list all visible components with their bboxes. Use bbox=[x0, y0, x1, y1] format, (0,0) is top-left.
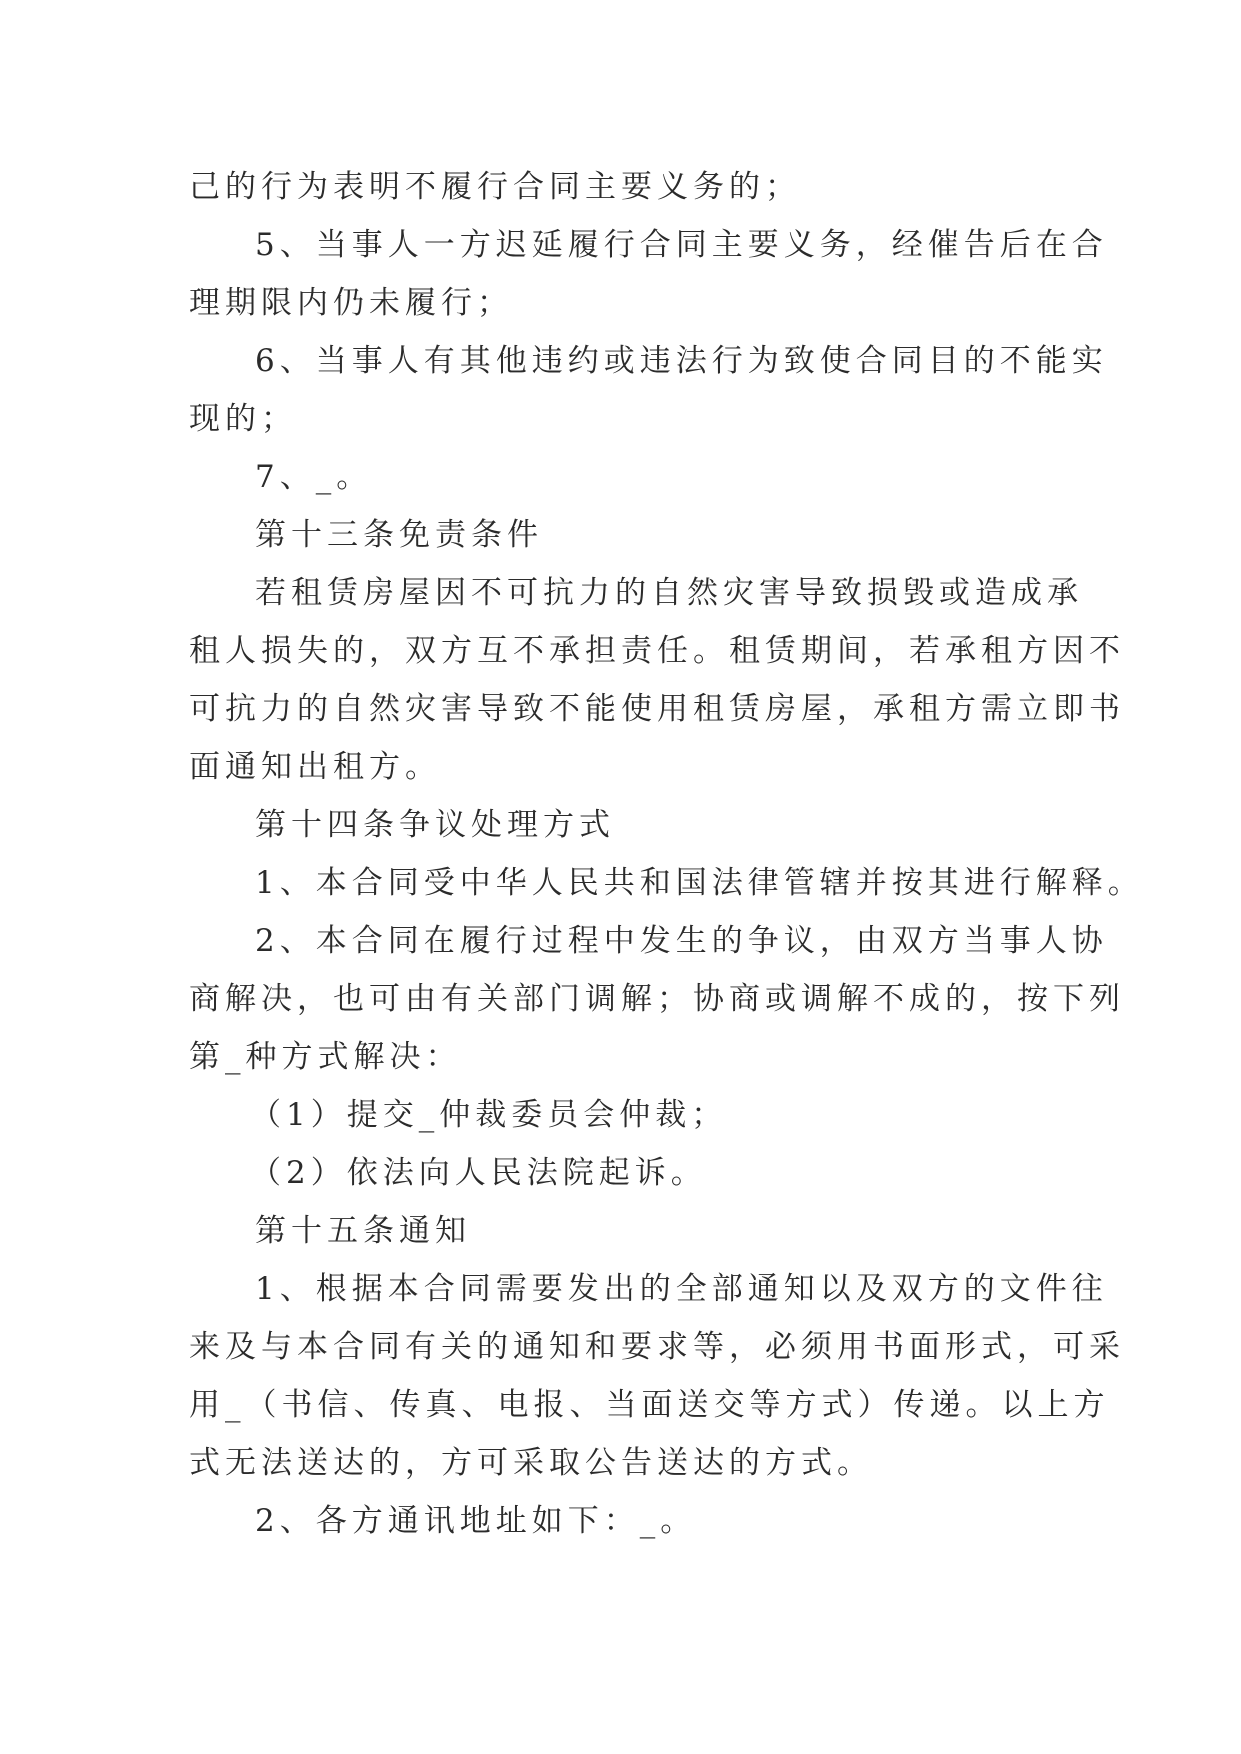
body-line: 用_（书信、传真、电报、当面送交等方式）传递。以上方 bbox=[189, 1387, 1110, 1423]
article-14-heading: 第十四条争议处理方式 bbox=[255, 807, 615, 843]
body-line: 面通知出租方。 bbox=[189, 749, 441, 785]
article-13-heading: 第十三条免责条件 bbox=[255, 517, 543, 553]
list-item-5: 5、当事人一方迟延履行合同主要义务，经催告后在合 bbox=[255, 227, 1108, 263]
body-line: 理期限内仍未履行； bbox=[189, 285, 513, 321]
body-line: 租人损失的，双方互不承担责任。租赁期间，若承租方因不 bbox=[189, 633, 1125, 669]
article-15-heading: 第十五条通知 bbox=[255, 1213, 471, 1249]
body-line: 式无法送达的，方可采取公告送达的方式。 bbox=[189, 1445, 873, 1481]
option-2: （2）依法向人民法院起诉。 bbox=[250, 1155, 707, 1191]
body-line: 商解决，也可由有关部门调解；协商或调解不成的，按下列 bbox=[189, 981, 1125, 1017]
body-line: 己的行为表明不履行合同主要义务的； bbox=[189, 169, 801, 205]
body-line: 可抗力的自然灾害导致不能使用租赁房屋，承租方需立即书 bbox=[189, 691, 1125, 727]
article-14-item-1: 1、本合同受中华人民共和国法律管辖并按其进行解释。 bbox=[255, 865, 1144, 901]
article-13-paragraph: 若租赁房屋因不可抗力的自然灾害导致损毁或造成承 bbox=[255, 575, 1083, 611]
body-line: 现的； bbox=[189, 401, 297, 437]
option-1: （1）提交_仲裁委员会仲裁； bbox=[250, 1097, 728, 1133]
body-line: 来及与本合同有关的通知和要求等，必须用书面形式，可采 bbox=[189, 1329, 1125, 1365]
body-line: 第_种方式解决： bbox=[189, 1039, 462, 1075]
list-item-6: 6、当事人有其他违约或违法行为致使合同目的不能实 bbox=[255, 343, 1108, 379]
article-15-item-1: 1、根据本合同需要发出的全部通知以及双方的文件往 bbox=[255, 1271, 1108, 1307]
article-15-item-2: 2、各方通讯地址如下：_。 bbox=[255, 1503, 697, 1539]
list-item-7: 7、_。 bbox=[255, 459, 373, 495]
article-14-item-2: 2、本合同在履行过程中发生的争议，由双方当事人协 bbox=[255, 923, 1108, 959]
